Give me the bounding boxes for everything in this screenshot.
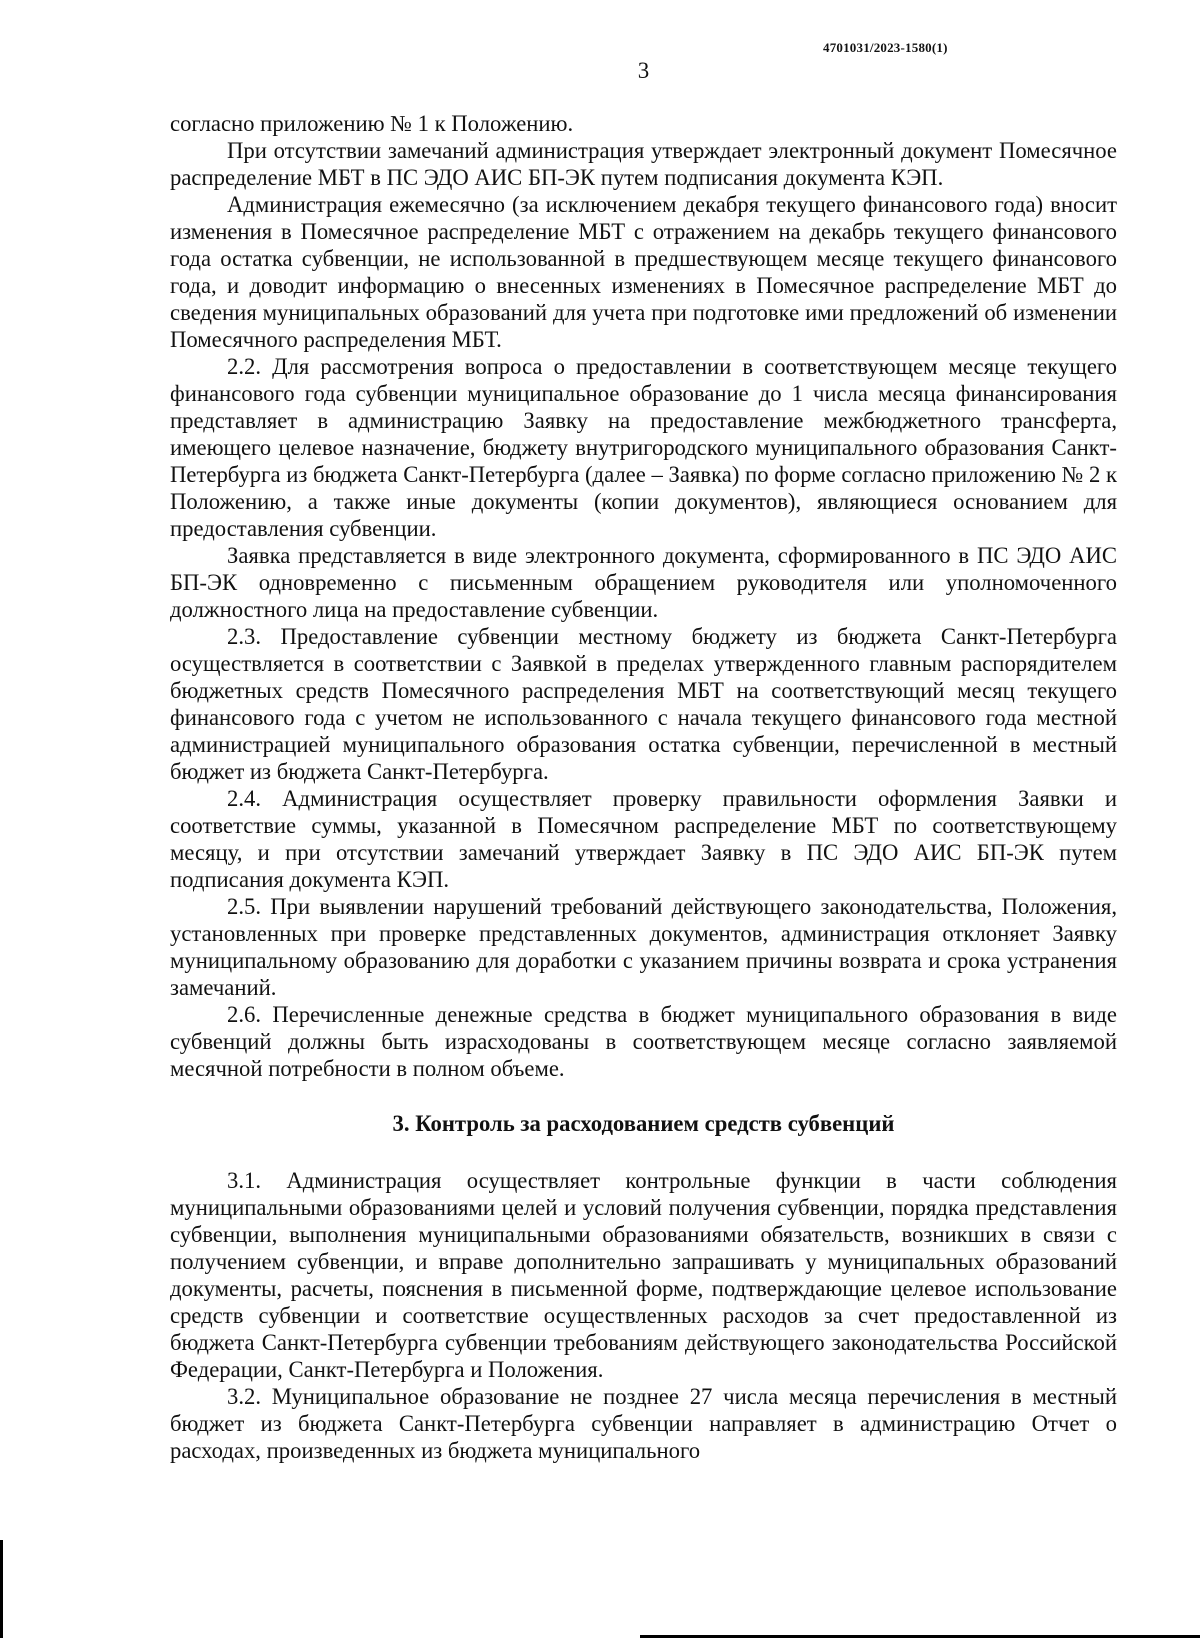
document-registration-number: 4701031/2023-1580(1) xyxy=(823,40,948,55)
paragraph-2-2: 2.2. Для рассмотрения вопроса о предоставлении в соответствующем месяце текущего финансового года субвенции муниципальное образование до 1 числа месяца финансирования представляет в администрацию Заявку на предоставление межбюджетного трансферта, имеющего целевое назначение, бюджету внутригородского муниципального образования Санкт-Петербурга из бюджета Санкт-Петербурга (далее – Заявка) по форме согласно приложению № 2 к Положению, а также иные документы (копии документов), являющиеся основанием для предоставления субвенции. xyxy=(170,354,1117,541)
paragraph: При отсутствии замечаний администрация утверждает электронный документ Помесячное распределение МБТ в ПС ЭДО АИС БП-ЭК путем подписания документа КЭП. xyxy=(170,138,1117,190)
paragraph-2-6: 2.6. Перечисленные денежные средства в бюджет муниципального образования в виде субвенций должны быть израсходованы в соответствующем месяце согласно заявляемой месячной потребности в полном объеме. xyxy=(170,1002,1117,1081)
scan-edge-left xyxy=(0,1540,3,1638)
section-heading: 3. Контроль за расходованием средств субвенций xyxy=(392,1111,895,1136)
paragraph-2-5: 2.5. При выявлении нарушений требований действующего законодательства, Положения, установленных при проверке представленных документов, администрация отклоняет Заявку муниципальному образованию для доработки с указанием причины возврата и срока устранения замечаний. xyxy=(170,894,1117,1000)
paragraph-3-1: 3.1. Администрация осуществляет контрольные функции в части соблюдения муниципальными образованиями целей и условий получения субвенции, порядка представления субвенции, выполнения муниципальными образованиями обязательств, возникших в связи с получением субвенции, и вправе дополнительно запрашивать у муниципальных образований документы, расчеты, пояснения в письменной форме, подтверждающие целевое использование средств субвенции и соответствие осуществленных расходов за счет предоставленной из бюджета Санкт-Петербурга субвенции требованиям действующего законодательства Российской Федерации, Санкт-Петербурга и Положения. xyxy=(170,1168,1117,1382)
paragraph: Заявка представляется в виде электронного документа, сформированного в ПС ЭДО АИС БП-ЭК одновременно с письменным обращением руководителя или уполномоченного должностного лица на предоставление субвенции. xyxy=(170,543,1117,622)
document-body xyxy=(170,110,1117,1464)
page-number: 3 xyxy=(637,58,650,83)
paragraph-2-3: 2.3. Предоставление субвенции местному бюджету из бюджета Санкт-Петербурга осуществляется в соответствии с Заявкой в пределах утвержденного главным распорядителем бюджетных средств Помесячного распределения МБТ на соответствующий месяц текущего финансового года с учетом не использованного с начала текущего финансового года местной администрацией муниципального образования остатка субвенции, перечисленной в местный бюджет из бюджета Санкт-Петербурга. xyxy=(170,624,1117,784)
paragraph: согласно приложению № 1 к Положению. xyxy=(170,111,574,136)
paragraph-3-2: 3.2. Муниципальное образование не позднее 27 числа месяца перечисления в местный бюджет из бюджета Санкт-Петербурга субвенции направляет в администрацию Отчет о расходах, произведенных из бюджета муниципального xyxy=(170,1384,1117,1463)
paragraph-2-4: 2.4. Администрация осуществляет проверку правильности оформления Заявки и соответствие суммы, указанной в Помесячном распределение МБТ по соответствующему месяцу, и при отсутствии замечаний утверждает Заявку в ПС ЭДО АИС БП-ЭК путем подписания документа КЭП. xyxy=(170,786,1117,892)
paragraph: Администрация ежемесячно (за исключением декабря текущего финансового года) вносит изменения в Помесячное распределение МБТ с отражением на декабрь текущего финансового года остатка субвенции, не использованной в предшествующем месяце текущего финансового года, и доводит информацию о внесенных изменениях в Помесячное распределение МБТ до сведения муниципальных образований для учета при подготовке ими предложений об изменении Помесячного распределения МБТ. xyxy=(170,192,1117,352)
